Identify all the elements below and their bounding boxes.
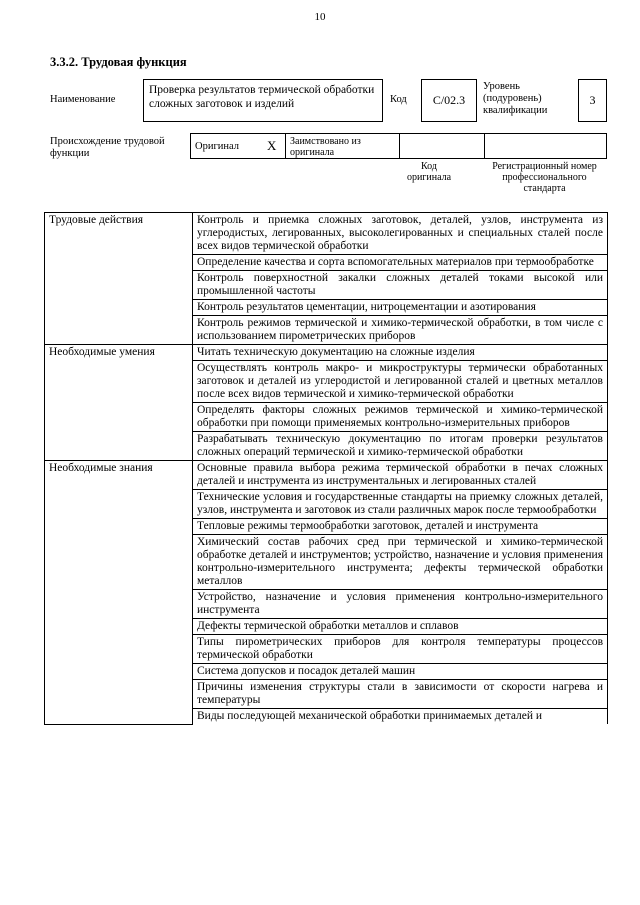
table-cell: Химический состав рабочих сред при термической и химико-термической обработке деталей и инструментов; устройство, назначение и условия применения контрольно-измерительного инструмента; дефекты термической обработки металлов (193, 535, 608, 590)
section-heading: Необходимые умения (45, 345, 193, 461)
table-row (45, 345, 608, 361)
table-cell: Контроль поверхностной закалки сложных деталей токами высокой или промышленной частоты (193, 271, 608, 300)
table-cell: Определять факторы сложных режимов термической и химико-термической обработки при помощи применяемых контрольно-измерительных приборов (193, 403, 608, 432)
table-row (45, 213, 608, 255)
table-cell: Причины изменения структуры стали в зависимости от скорости нагрева и температуры (193, 680, 608, 709)
original-mark: X (267, 138, 277, 153)
table-cell: Типы пирометрических приборов для контроля температуры процессов термической обработки (193, 635, 608, 664)
table-cell: Основные правила выбора режима термической обработки в печах сложных деталей и инструмента из инструментальных и легированных сталей (193, 461, 608, 490)
table-cell: Осуществлять контроль макро- и микроструктуры термически обработанных заготовок и деталей из углеродистой и легированной сталей и цветных металлов после всех видов термической и химико-термической обработки (193, 361, 608, 403)
table-cell: Тепловые режимы термообработки заготовок, деталей и инструмента (193, 519, 608, 535)
registration-cell (484, 133, 607, 159)
table-cell: Разрабатывать техническую документацию по итогам проверки результатов сложных операций термической и химико-термической обработки (193, 432, 608, 461)
table-cell: Виды последующей механической обработки принимаемых деталей и (193, 709, 608, 725)
borrowed-cell: Заимствовано из оригинала (285, 133, 399, 159)
table-cell: Технические условия и государственные стандарты на приемку сложных деталей, узлов, инструмента и заготовок из стали различных марок после термообработки (193, 490, 608, 519)
table-cell: Устройство, назначение и условия применения контрольно-измерительного инструмента (193, 590, 608, 619)
name-label: Наименование (50, 94, 116, 105)
table-cell: Контроль результатов цементации, нитроцементации и азотирования (193, 300, 608, 316)
section-heading: Трудовые действия (45, 213, 193, 345)
requirements-table (44, 212, 608, 725)
function-code: C/02.3 (421, 79, 477, 122)
registration-caption: Регистрационный номер профессионального стандарта (492, 161, 597, 194)
qualification-level: 3 (578, 79, 607, 122)
original-label: Оригинал (195, 141, 239, 152)
code-label: Код (390, 94, 407, 105)
level-label: Уровень (подуровень) квалификации (483, 81, 548, 116)
table-cell: Читать техническую документацию на сложные изделия (193, 345, 608, 361)
table-cell: Контроль режимов термической и химико-термической обработки, в том числе с использованием пирометрических приборов (193, 316, 608, 345)
section-title: 3.3.2. Трудовая функция (50, 55, 187, 69)
function-name: Проверка результатов термической обработки сложных заготовок и изделий (143, 79, 383, 122)
section-heading: Необходимые знания (45, 461, 193, 725)
origin-code-cell (399, 133, 484, 159)
table-row (45, 461, 608, 490)
table-cell: Определение качества и сорта вспомогательных материалов при термообработке (193, 255, 608, 271)
table-cell: Контроль и приемка сложных заготовок, деталей, узлов, инструмента из углеродистых, легированных, высоколегированных и специальных сталей после всех видов термической обработки (193, 213, 608, 255)
table-cell: Система допусков и посадок деталей машин (193, 664, 608, 680)
origin-row (190, 133, 607, 159)
original-cell (190, 133, 285, 159)
origin-code-caption: Код оригинала (406, 161, 452, 183)
origin-label: Происхождение трудовой функции (50, 136, 165, 159)
table-cell: Дефекты термической обработки металлов и сплавов (193, 619, 608, 635)
page-number: 10 (314, 11, 326, 23)
